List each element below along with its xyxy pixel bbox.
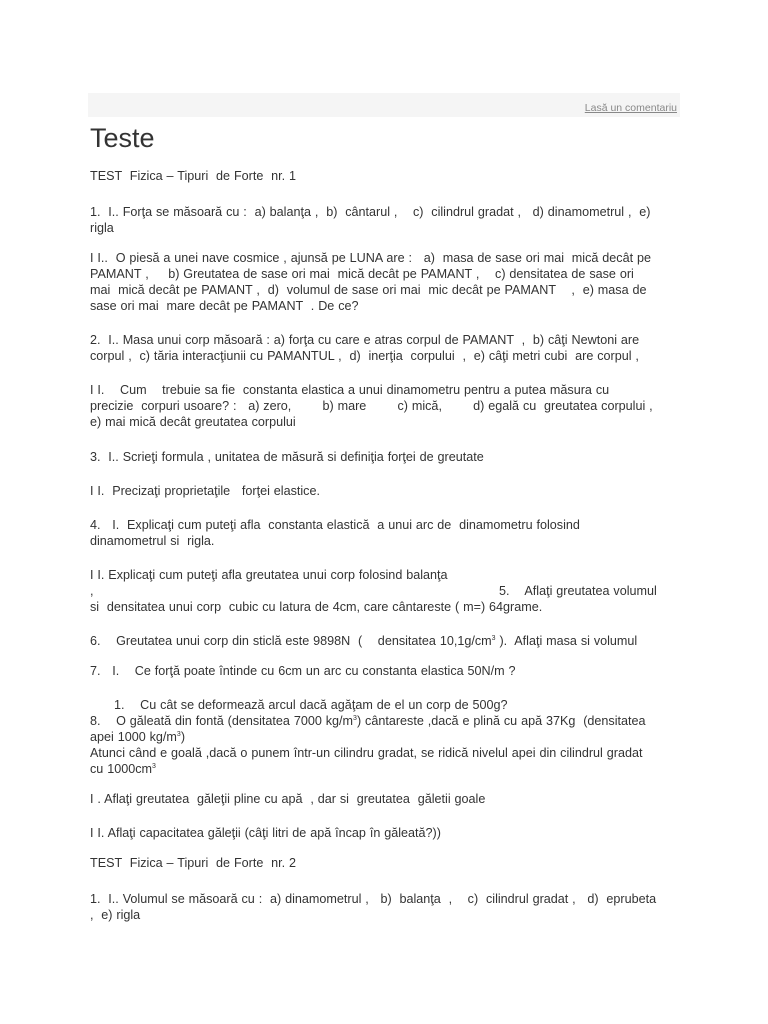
question-7-sub: 1. Cu cât se deformează arcul dacă agăţam de el un corp de 500g? [114,698,508,712]
question-3-part-1: 3. I.. Scrieţi formula , unitatea de măsură si definiţia forţei de greutate [90,450,484,464]
top-bar [88,93,680,117]
document-body [90,168,680,923]
leave-comment-link[interactable]: Lasă un comentariu [584,102,677,114]
question-2-part-2: I I. Cum trebuie sa fie constanta elastica a unui dinamometru pentru a putea măsura cu precizie corpuri usoare? : a) zero, b) mare c) mică, d) egală cu greutatea corpului , e) mai mică decât greutatea corpului [90,383,653,429]
question-4-part-1: 4. I. Explicaţi cum puteţi afla constanta elastică a unui arc de dinamometru folosind dinamometrul si rigla. [90,518,580,548]
question-4-part-2: I I. Explicaţi cum puteţi afla greutatea unui corp folosind balanţa , 5. Aflaţi greutatea volumul si densitatea unui corp cubic cu latura de 4cm, care cântareste ( m=) 64grame. [90,568,657,614]
question-2-part-1: 2. I.. Masa unui corp măsoară : a) forţa cu care e atras corpul de PAMANT , b) câţi Newtoni are corpul , c) tăria interacţiunii cu PAMANTUL , d) inerţia corpului , e) câţi metri cubi are corpul , [90,333,640,363]
question-3-part-2: I I. Precizaţi proprietaţile forţei elastice. [90,484,320,498]
question-6: 6. Greutatea unui corp din sticlă este 9898N ( densitatea $10,1g/cm^3$ ). Aflaţi masa si volumul [90,634,638,648]
test-2-question-1: 1. I.. Volumul se măsoară cu : a) dinamometrul , b) balanţa , c) cilindrul gradat , d) eprubeta , e) rigla [90,892,657,922]
question-1-part-1: 1. I.. Forţa se măsoară cu : a) balanţa , b) cântarul , c) cilindrul gradat , d) dinamometrul , e) rigla [90,205,651,235]
question-8: 8. O găleată din fontă (densitatea 7000 $kg/m^3$) cântareste ,dacă e plină cu apă 37Kg (densitatea apei 1000 $kg/m^3$) Atunci când e goală ,dacă o punem într-un cilindru gradat, se ridică nivelul apei din cilindrul gradat cu $1000cm^3$ [90,714,646,776]
test-2-heading: TEST Fizica – Tipuri de Forte nr. 2 [90,856,297,870]
page-title: Teste [90,123,155,153]
question-1-part-2: I I.. O piesă a unei nave cosmice , ajunsă pe LUNA are : a) masa de sase ori mai mică decât pe PAMANT , b) Greutatea de sase ori mai mică decât pe PAMANT , c) densitatea de sase ori mai mică decât pe PAMANT , d) volumul de sase ori mai mic decât pe PAMANT , e) masa de sase ori mai mare decât pe PAMANT . De ce? [90,251,651,313]
test-1-heading: TEST Fizica – Tipuri de Forte nr. 1 [90,169,297,183]
question-8-part-1: I . Aflaţi greutatea găleţii pline cu apă , dar si greutatea găletii goale [90,792,486,806]
question-8-part-2: I I. Aflaţi capacitatea găleţii (câţi litri de apă încap în găleată?)) [90,826,441,840]
question-7: 7. I. Ce forţă poate întinde cu 6cm un arc cu constanta elastica 50N/m ? [90,664,516,678]
